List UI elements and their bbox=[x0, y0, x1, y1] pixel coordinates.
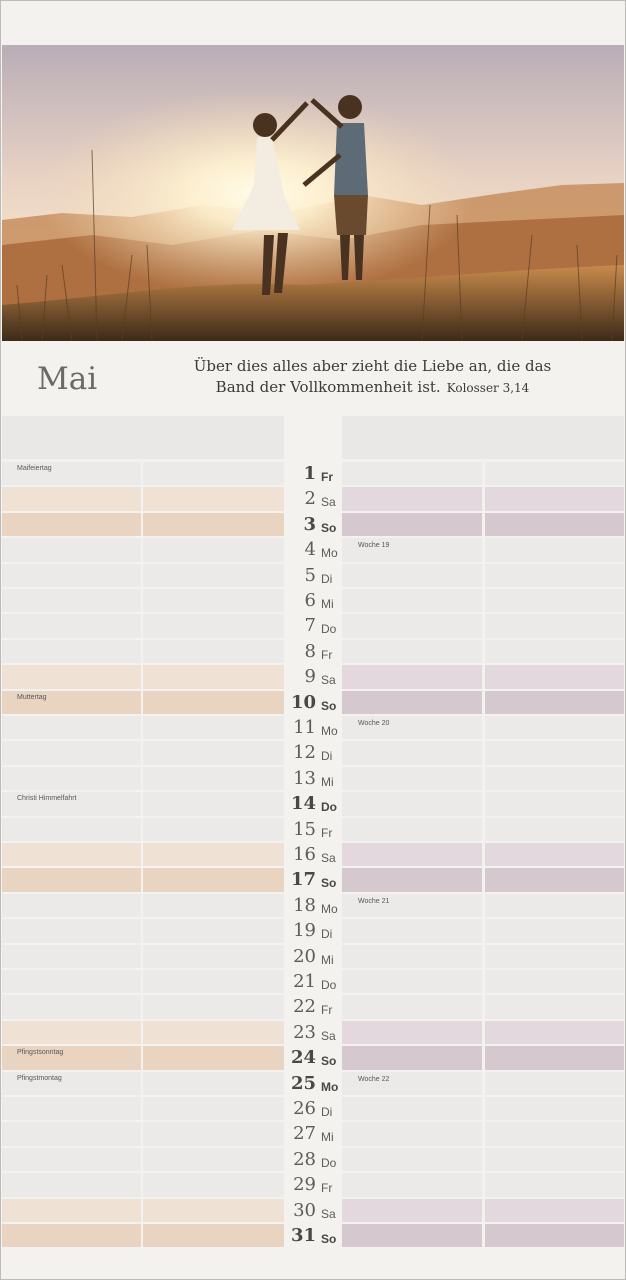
day-20-left-cell-b[interactable] bbox=[143, 945, 284, 968]
weekday-label: Sa bbox=[321, 851, 336, 865]
weekday-label: So bbox=[321, 1232, 337, 1246]
day-15-right-cell-b[interactable] bbox=[485, 818, 624, 841]
weekday-label: Sa bbox=[321, 495, 336, 509]
day-14-left-cell-b[interactable] bbox=[143, 792, 284, 816]
day-12-left-cell-a[interactable] bbox=[2, 741, 141, 765]
day-13-right-cell-b[interactable] bbox=[485, 767, 624, 790]
day-19-left-cell-a[interactable] bbox=[2, 919, 141, 943]
weekday-label: So bbox=[321, 876, 337, 890]
day-number: 26 bbox=[293, 1098, 316, 1119]
verse-reference: Kolosser 3,14 bbox=[446, 381, 530, 395]
day-23-left-cell-a[interactable] bbox=[2, 1021, 141, 1044]
day-14-right-cell-b[interactable] bbox=[485, 792, 624, 816]
day-31-left-cell-a[interactable] bbox=[2, 1224, 141, 1247]
weekday-label: Do bbox=[321, 622, 337, 636]
day-12-right-cell-a[interactable] bbox=[342, 741, 482, 765]
day-number: 25 bbox=[290, 1073, 316, 1094]
day-23-right-cell-a[interactable] bbox=[342, 1021, 482, 1044]
day-24-right-cell-b[interactable] bbox=[485, 1046, 624, 1070]
day-8-left-cell-b[interactable] bbox=[143, 640, 284, 663]
weekday-label: Fr bbox=[321, 826, 333, 840]
day-1-right-cell-a[interactable] bbox=[342, 462, 482, 485]
day-18-left-cell-a[interactable] bbox=[2, 894, 141, 917]
day-16-left-cell-a[interactable] bbox=[2, 843, 141, 866]
day-7-right-cell-b[interactable] bbox=[485, 614, 624, 638]
weekday-label: Di bbox=[321, 1105, 333, 1119]
day-number: 24 bbox=[290, 1047, 316, 1068]
weekday-label: Mi bbox=[321, 1130, 334, 1144]
day-2-right-cell-b[interactable] bbox=[485, 487, 624, 511]
day-number: 29 bbox=[293, 1174, 316, 1195]
day-11-left-cell-b[interactable] bbox=[143, 716, 284, 739]
day-number: 16 bbox=[293, 844, 316, 865]
day-number: 12 bbox=[293, 742, 316, 763]
day-2-right-cell-a[interactable] bbox=[342, 487, 482, 511]
verse-line-2: Band der Vollkommenheit ist. bbox=[215, 378, 441, 396]
weekday-label: Sa bbox=[321, 673, 336, 687]
day-5-right-cell-b[interactable] bbox=[485, 564, 624, 587]
holiday-label: Christi Himmelfahrt bbox=[17, 795, 77, 802]
day-5-right-cell-a[interactable] bbox=[342, 564, 482, 587]
day-28-left-cell-a[interactable] bbox=[2, 1148, 141, 1171]
day-6-right-cell-b[interactable] bbox=[485, 589, 624, 612]
day-26-right-cell-a[interactable] bbox=[342, 1097, 482, 1120]
weekday-label: Mo bbox=[321, 1080, 339, 1094]
holiday-label: Muttertag bbox=[17, 694, 47, 701]
day-number: 15 bbox=[293, 819, 316, 840]
day-15-left-cell-a[interactable] bbox=[2, 818, 141, 841]
day-number: 28 bbox=[293, 1149, 316, 1170]
day-3-right-cell-b[interactable] bbox=[485, 513, 624, 536]
day-17-right-cell-b[interactable] bbox=[485, 868, 624, 892]
day-9-right-cell-b[interactable] bbox=[485, 665, 624, 689]
day-26-left-cell-a[interactable] bbox=[2, 1097, 141, 1120]
day-12-left-cell-b[interactable] bbox=[143, 741, 284, 765]
weekday-label: Sa bbox=[321, 1207, 336, 1221]
day-22-left-cell-a[interactable] bbox=[2, 995, 141, 1019]
day-14-right-cell-a[interactable] bbox=[342, 792, 482, 816]
day-number: 14 bbox=[290, 793, 316, 814]
day-number: 6 bbox=[304, 590, 316, 611]
day-30-left-cell-a[interactable] bbox=[2, 1199, 141, 1222]
day-29-left-cell-b[interactable] bbox=[143, 1173, 284, 1197]
day-8-right-cell-b[interactable] bbox=[485, 640, 624, 663]
day-21-right-cell-b[interactable] bbox=[485, 970, 624, 993]
day-19-right-cell-b[interactable] bbox=[485, 919, 624, 943]
day-4-right-cell-b[interactable] bbox=[485, 538, 624, 562]
day-number: 1 bbox=[303, 463, 316, 484]
day-number: 9 bbox=[304, 666, 316, 687]
day-21-left-cell-a[interactable] bbox=[2, 970, 141, 993]
day-3-left-cell-a[interactable] bbox=[2, 513, 141, 536]
day-number: 21 bbox=[293, 971, 316, 992]
week-number-label: Woche 20 bbox=[358, 720, 390, 727]
day-13-left-cell-b[interactable] bbox=[143, 767, 284, 790]
month-title: Mai bbox=[37, 361, 98, 397]
day-7-left-cell-b[interactable] bbox=[143, 614, 284, 638]
day-13-right-cell-a[interactable] bbox=[342, 767, 482, 790]
weekday-label: Di bbox=[321, 572, 333, 586]
day-7-right-cell-a[interactable] bbox=[342, 614, 482, 638]
day-29-right-cell-b[interactable] bbox=[485, 1173, 624, 1197]
day-30-right-cell-a[interactable] bbox=[342, 1199, 482, 1222]
day-15-right-cell-a[interactable] bbox=[342, 818, 482, 841]
header-right-cell[interactable] bbox=[342, 416, 624, 459]
day-4-left-cell-b[interactable] bbox=[143, 538, 284, 562]
day-number: 4 bbox=[304, 539, 316, 560]
day-3-left-cell-b[interactable] bbox=[143, 513, 284, 536]
day-3-right-cell-a[interactable] bbox=[342, 513, 482, 536]
weekday-label: Mo bbox=[321, 546, 338, 560]
day-19-right-cell-a[interactable] bbox=[342, 919, 482, 943]
day-number: 17 bbox=[290, 869, 316, 890]
day-27-left-cell-b[interactable] bbox=[143, 1122, 284, 1146]
day-25-right-cell-b[interactable] bbox=[485, 1072, 624, 1095]
day-22-right-cell-a[interactable] bbox=[342, 995, 482, 1019]
weekday-label: So bbox=[321, 521, 337, 535]
day-6-left-cell-a[interactable] bbox=[2, 589, 141, 612]
weekday-label: Mo bbox=[321, 724, 338, 738]
day-9-right-cell-a[interactable] bbox=[342, 665, 482, 689]
day-8-left-cell-a[interactable] bbox=[2, 640, 141, 663]
day-11-right-cell-b[interactable] bbox=[485, 716, 624, 739]
day-12-right-cell-b[interactable] bbox=[485, 741, 624, 765]
weekday-label: Fr bbox=[321, 1181, 333, 1195]
weekday-label: Do bbox=[321, 978, 337, 992]
day-24-right-cell-a[interactable] bbox=[342, 1046, 482, 1070]
day-20-left-cell-a[interactable] bbox=[2, 945, 141, 968]
day-27-left-cell-a[interactable] bbox=[2, 1122, 141, 1146]
day-16-right-cell-a[interactable] bbox=[342, 843, 482, 866]
day-19-left-cell-b[interactable] bbox=[143, 919, 284, 943]
day-5-left-cell-b[interactable] bbox=[143, 564, 284, 587]
day-20-right-cell-b[interactable] bbox=[485, 945, 624, 968]
day-6-right-cell-a[interactable] bbox=[342, 589, 482, 612]
day-number: 30 bbox=[293, 1200, 316, 1221]
day-28-left-cell-b[interactable] bbox=[143, 1148, 284, 1171]
day-number: 19 bbox=[293, 920, 316, 941]
day-31-right-cell-a[interactable] bbox=[342, 1224, 482, 1247]
day-22-right-cell-b[interactable] bbox=[485, 995, 624, 1019]
weekday-label: Fr bbox=[321, 648, 333, 662]
day-number: 20 bbox=[293, 946, 316, 967]
day-26-left-cell-b[interactable] bbox=[143, 1097, 284, 1120]
day-number: 27 bbox=[293, 1123, 316, 1144]
day-24-left-cell-b[interactable] bbox=[143, 1046, 284, 1070]
day-30-right-cell-b[interactable] bbox=[485, 1199, 624, 1222]
day-1-left-cell-b[interactable] bbox=[143, 462, 284, 485]
day-15-left-cell-b[interactable] bbox=[143, 818, 284, 841]
day-4-left-cell-a[interactable] bbox=[2, 538, 141, 562]
day-13-left-cell-a[interactable] bbox=[2, 767, 141, 790]
day-17-left-cell-a[interactable] bbox=[2, 868, 141, 892]
day-number: 31 bbox=[290, 1225, 316, 1246]
holiday-label: Pfingstsonntag bbox=[17, 1049, 64, 1056]
day-9-left-cell-a[interactable] bbox=[2, 665, 141, 689]
holiday-label: Pfingstmontag bbox=[17, 1075, 62, 1082]
day-5-left-cell-a[interactable] bbox=[2, 564, 141, 587]
day-18-left-cell-b[interactable] bbox=[143, 894, 284, 917]
day-9-left-cell-b[interactable] bbox=[143, 665, 284, 689]
day-28-right-cell-a[interactable] bbox=[342, 1148, 482, 1171]
day-10-right-cell-b[interactable] bbox=[485, 691, 624, 714]
weekday-label: Mi bbox=[321, 953, 334, 967]
day-23-left-cell-b[interactable] bbox=[143, 1021, 284, 1044]
day-7-left-cell-a[interactable] bbox=[2, 614, 141, 638]
week-number-label: Woche 21 bbox=[358, 898, 390, 905]
day-number: 13 bbox=[293, 768, 316, 789]
week-number-label: Woche 22 bbox=[358, 1076, 390, 1083]
weekday-label: Mo bbox=[321, 902, 338, 916]
day-31-left-cell-b[interactable] bbox=[143, 1224, 284, 1247]
day-30-left-cell-b[interactable] bbox=[143, 1199, 284, 1222]
week-number-label: Woche 19 bbox=[358, 542, 390, 549]
day-number: 5 bbox=[304, 565, 316, 586]
day-16-right-cell-b[interactable] bbox=[485, 843, 624, 866]
day-10-right-cell-a[interactable] bbox=[342, 691, 482, 714]
day-20-right-cell-a[interactable] bbox=[342, 945, 482, 968]
day-6-left-cell-b[interactable] bbox=[143, 589, 284, 612]
weekday-label: Fr bbox=[321, 1003, 333, 1017]
weekday-label: Di bbox=[321, 749, 333, 763]
day-number: 23 bbox=[293, 1022, 316, 1043]
day-number: 18 bbox=[293, 895, 316, 916]
day-25-left-cell-b[interactable] bbox=[143, 1072, 284, 1095]
day-number: 7 bbox=[304, 615, 316, 636]
day-16-left-cell-b[interactable] bbox=[143, 843, 284, 866]
day-17-right-cell-a[interactable] bbox=[342, 868, 482, 892]
day-number: 2 bbox=[304, 488, 316, 509]
day-23-right-cell-b[interactable] bbox=[485, 1021, 624, 1044]
day-31-right-cell-b[interactable] bbox=[485, 1224, 624, 1247]
day-10-left-cell-b[interactable] bbox=[143, 691, 284, 714]
day-29-left-cell-a[interactable] bbox=[2, 1173, 141, 1197]
day-17-left-cell-b[interactable] bbox=[143, 868, 284, 892]
verse-line-1: Über dies alles aber zieht die Liebe an, die das bbox=[193, 357, 552, 375]
day-number: 22 bbox=[293, 996, 316, 1017]
day-2-left-cell-a[interactable] bbox=[2, 487, 141, 511]
day-8-right-cell-a[interactable] bbox=[342, 640, 482, 663]
weekday-label: Mi bbox=[321, 597, 334, 611]
day-29-right-cell-a[interactable] bbox=[342, 1173, 482, 1197]
day-1-right-cell-b[interactable] bbox=[485, 462, 624, 485]
day-number: 8 bbox=[304, 641, 316, 662]
day-18-right-cell-b[interactable] bbox=[485, 894, 624, 917]
day-28-right-cell-b[interactable] bbox=[485, 1148, 624, 1171]
day-number: 11 bbox=[293, 717, 316, 738]
day-27-right-cell-b[interactable] bbox=[485, 1122, 624, 1146]
header-left-cell[interactable] bbox=[2, 416, 284, 459]
day-21-right-cell-a[interactable] bbox=[342, 970, 482, 993]
day-2-left-cell-b[interactable] bbox=[143, 487, 284, 511]
weekday-label: Di bbox=[321, 927, 333, 941]
day-26-right-cell-b[interactable] bbox=[485, 1097, 624, 1120]
weekday-label: So bbox=[321, 699, 337, 713]
day-21-left-cell-b[interactable] bbox=[143, 970, 284, 993]
day-27-right-cell-a[interactable] bbox=[342, 1122, 482, 1146]
holiday-label: Maifeiertag bbox=[17, 465, 52, 472]
day-number: 10 bbox=[290, 692, 316, 713]
day-22-left-cell-b[interactable] bbox=[143, 995, 284, 1019]
weekday-label: Do bbox=[321, 800, 337, 814]
weekday-label: Do bbox=[321, 1156, 337, 1170]
weekday-label: Mi bbox=[321, 775, 334, 789]
weekday-label: Sa bbox=[321, 1029, 336, 1043]
weekday-label: So bbox=[321, 1054, 337, 1068]
day-number: 3 bbox=[303, 514, 316, 535]
weekday-label: Fr bbox=[321, 470, 333, 484]
day-11-left-cell-a[interactable] bbox=[2, 716, 141, 739]
